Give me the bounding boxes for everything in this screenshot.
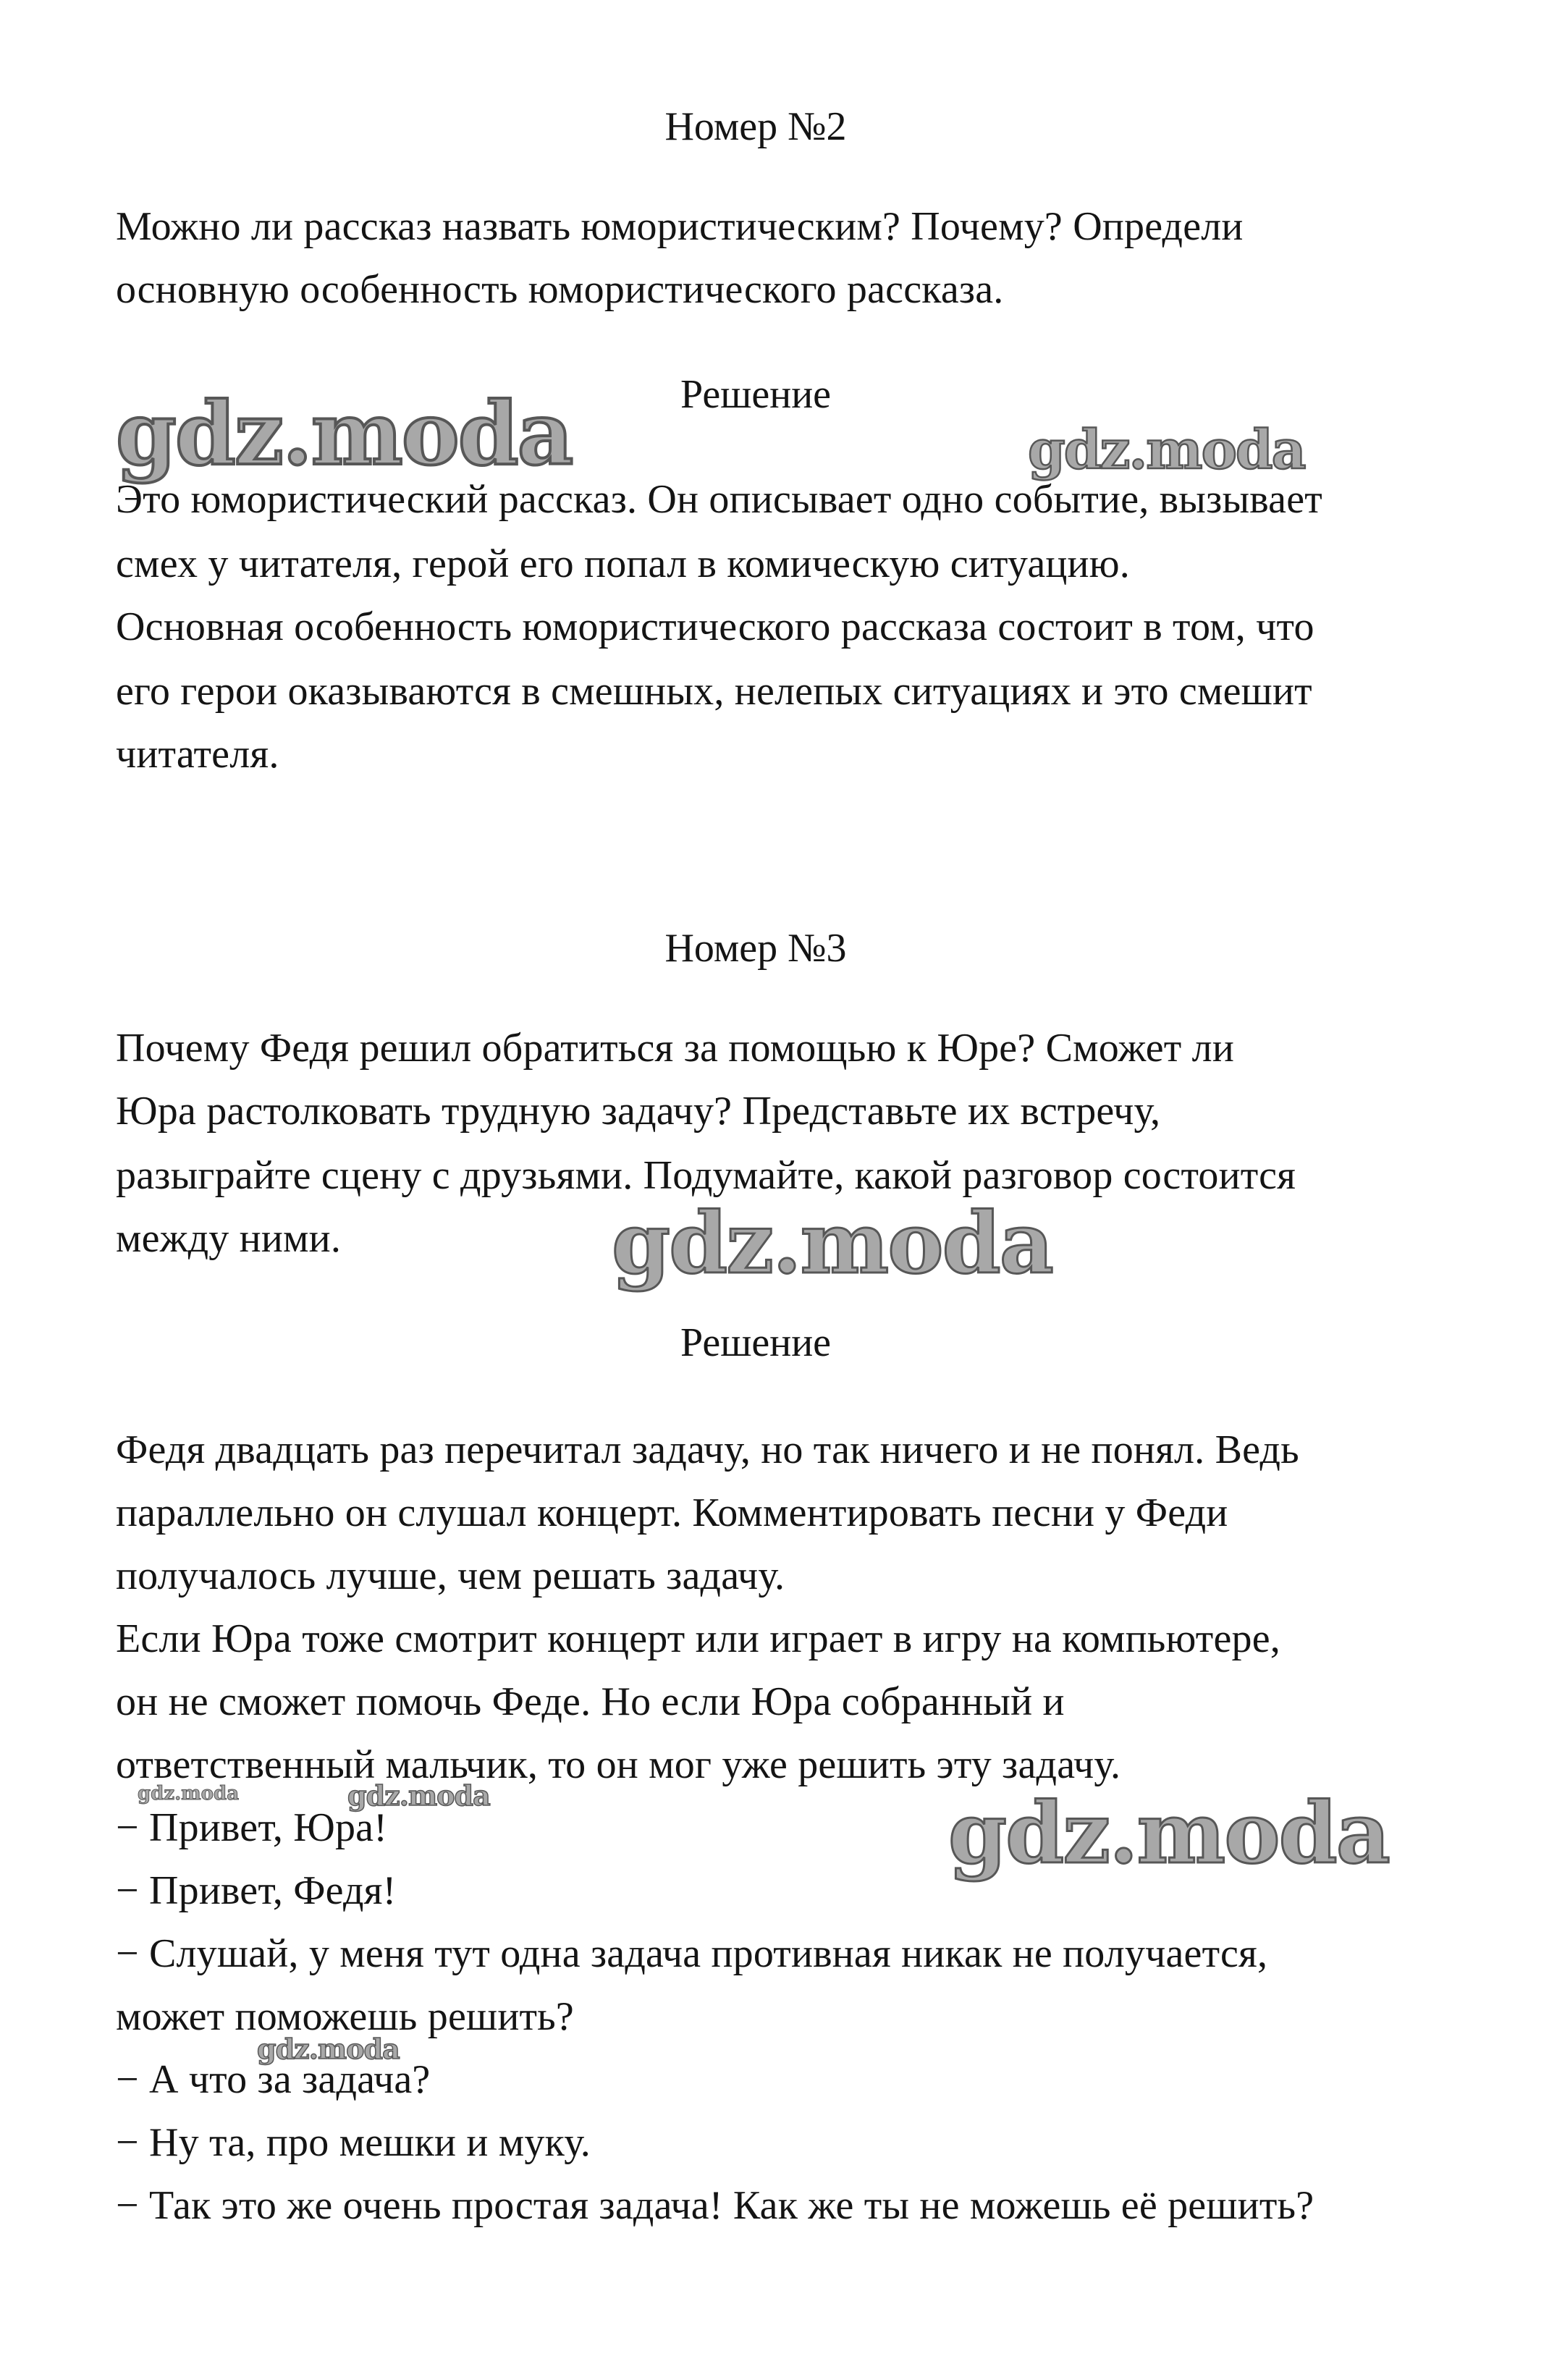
task3-question-line: между ними. (116, 1216, 342, 1261)
watermark-logo: gdz.moda (347, 1779, 490, 1812)
dialogue-line: может поможешь решить? (116, 1994, 574, 2039)
task3-answer-line: Федя двадцать раз перечитал задачу, но так ничего и не понял. Ведь (116, 1427, 1299, 1472)
dialogue-line: − Так это же очень простая задача! Как же ты не можешь её решить? (116, 2183, 1314, 2228)
watermark-logo: gdz.moda (1028, 419, 1305, 481)
task2-answer-line: его герои оказываются в смешных, нелепых ситуациях и это смешит (116, 669, 1312, 714)
task2-answer-line: смех у читателя, герой его попал в комическую ситуацию. (116, 541, 1130, 586)
watermark-logo: gdz.moda (138, 1783, 240, 1805)
watermark-logo: gdz.moda (612, 1194, 1052, 1293)
task2-question-line: Можно ли рассказ назвать юмористическим? Почему? Определи (116, 204, 1244, 249)
dialogue-line: − Слушай, у меня тут одна задача противная никак не получается, (116, 1931, 1268, 1976)
task2-answer-line: Основная особенность юмористического рассказа состоит в том, что (116, 604, 1314, 649)
task2-answer-line: читателя. (116, 732, 279, 777)
dialogue-line: − Ну та, про мешки и муку. (116, 2120, 591, 2165)
watermark-logo: gdz.moda (116, 383, 573, 485)
task2-question-line: основную особенность юмористического рассказа. (116, 267, 1004, 312)
task2-solution-label: Решение (680, 372, 832, 417)
task3-solution-label: Решение (680, 1320, 832, 1365)
task2-heading: Номер №2 (664, 104, 847, 149)
dialogue-line: − Привет, Юра! (116, 1805, 388, 1850)
task3-answer-line: он не сможет помочь Феде. Но если Юра собранный и (116, 1679, 1065, 1724)
task3-question-line: Юра растолковать трудную задачу? Представьте их встречу, (116, 1089, 1161, 1134)
task2-answer-line: Это юмористический рассказ. Он описывает одно событие, вызывает (116, 477, 1322, 522)
watermark-logo: gdz.moda (257, 2033, 400, 2065)
task3-answer-line: ответственный мальчик, то он мог уже решить эту задачу. (116, 1742, 1121, 1787)
task3-answer-line: получалось лучше, чем решать задачу. (116, 1553, 785, 1598)
task3-answer-line: Если Юра тоже смотрит концерт или играет в игру на компьютере, (116, 1616, 1280, 1661)
dialogue-line: − Привет, Федя! (116, 1868, 397, 1913)
task3-heading: Номер №3 (664, 926, 847, 971)
task3-question-line: разыграйте сцену с друзьями. Подумайте, какой разговор состоится (116, 1153, 1296, 1198)
task3-answer-line: параллельно он слушал концерт. Комментировать песни у Феди (116, 1490, 1228, 1535)
task3-question-line: Почему Федя решил обратиться за помощью к Юре? Сможет ли (116, 1026, 1234, 1071)
watermark-logo: gdz.moda (948, 1784, 1389, 1883)
dialogue-line: − А что за задача? (116, 2057, 431, 2102)
